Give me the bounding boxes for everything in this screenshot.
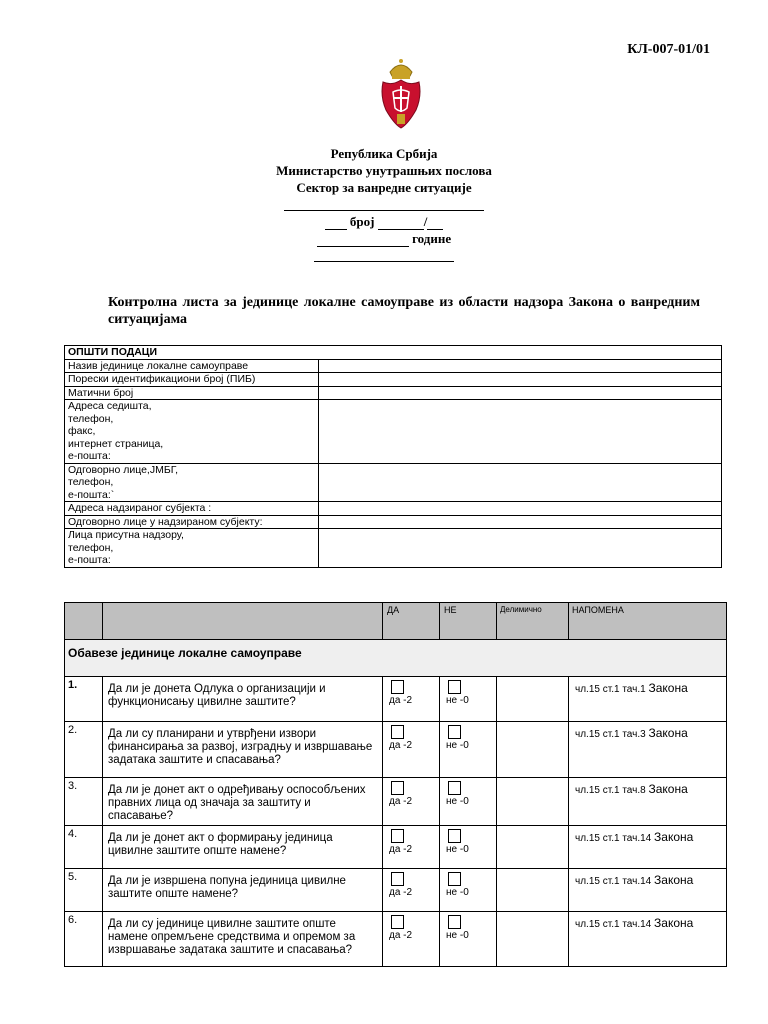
- no-checkbox[interactable]: [448, 680, 461, 694]
- general-label: Порески идентификациони број (ПИБ): [65, 373, 319, 387]
- no-label: не -0: [446, 695, 469, 706]
- yes-checkbox[interactable]: [391, 915, 404, 929]
- general-label: Лица присутна надзору, телефон, е-пошта:: [65, 529, 319, 568]
- yes-checkbox[interactable]: [391, 680, 404, 694]
- general-value-field[interactable]: [319, 359, 722, 373]
- note-cell: [569, 778, 727, 826]
- law-reference: чл.15 ст.1 тач.14: [575, 876, 652, 887]
- yes-label: да -2: [389, 887, 413, 898]
- note-cell: [569, 912, 727, 967]
- col-yes: ДА: [383, 603, 440, 640]
- yes-cell: [383, 912, 440, 967]
- no-checkbox[interactable]: [448, 872, 461, 886]
- section-title: Обавезе јединице локалне самоуправе: [65, 640, 727, 677]
- law-name: Закона: [654, 830, 694, 844]
- no-cell: [440, 677, 497, 722]
- col-partial: Делимично: [497, 603, 569, 640]
- item-question: Да ли су планирани и утврђени извори финансирања за развој, изградњу и извршавање задатака заштите и спасавања?: [103, 722, 383, 778]
- yes-checkbox[interactable]: [391, 829, 404, 843]
- item-number: 4.: [65, 826, 103, 869]
- yes-checkbox[interactable]: [391, 872, 404, 886]
- col-note: НАПОМЕНА: [569, 603, 727, 640]
- yes-label: да -2: [389, 844, 413, 855]
- law-name: Закона: [654, 916, 694, 930]
- general-label: Адреса надзираног субјекта :: [65, 502, 319, 516]
- no-checkbox[interactable]: [448, 725, 461, 739]
- law-reference: чл.15 ст.1 тач.14: [575, 833, 652, 844]
- godine-line: [0, 231, 768, 247]
- item-question: Да ли је донет акт о формирању јединица цивилне заштите опште намене?: [103, 826, 383, 869]
- no-label: не -0: [446, 930, 469, 941]
- general-data-table: [64, 345, 722, 568]
- yes-cell: [383, 826, 440, 869]
- yes-checkbox[interactable]: [391, 725, 404, 739]
- general-label: Матични број: [65, 386, 319, 400]
- note-cell: [569, 677, 727, 722]
- broj-line: [0, 214, 768, 230]
- partial-cell[interactable]: [497, 912, 569, 967]
- item-question: Да ли су јединице цивилне заштите опште намене опремљене средствима и опремом за извршавање задатака заштите и спасавања?: [103, 912, 383, 967]
- no-cell: [440, 869, 497, 912]
- checklist-title: Контролна листа за јединице локалне самоуправе из области надзора Закона о ванредним ситуацијама: [108, 295, 700, 327]
- yes-cell: [383, 778, 440, 826]
- checklist-row: [65, 677, 727, 722]
- note-cell: [569, 722, 727, 778]
- checklist-row: [65, 912, 727, 967]
- no-cell: [440, 826, 497, 869]
- general-value-field[interactable]: [319, 463, 722, 502]
- general-value-field[interactable]: [319, 373, 722, 387]
- yes-label: да -2: [389, 740, 413, 751]
- yes-cell: [383, 722, 440, 778]
- partial-cell[interactable]: [497, 778, 569, 826]
- partial-cell[interactable]: [497, 677, 569, 722]
- no-label: не -0: [446, 844, 469, 855]
- law-reference: чл.15 ст.1 тач.14: [575, 919, 652, 930]
- law-reference: чл.15 ст.1 тач.3: [575, 729, 646, 740]
- yes-label: да -2: [389, 930, 413, 941]
- item-number: 5.: [65, 869, 103, 912]
- coat-of-arms-icon: [380, 56, 422, 132]
- checklist-row: [65, 778, 727, 826]
- partial-cell[interactable]: [497, 826, 569, 869]
- no-cell: [440, 722, 497, 778]
- checklist-table: [64, 602, 727, 967]
- partial-cell[interactable]: [497, 869, 569, 912]
- general-value-field[interactable]: [319, 400, 722, 464]
- general-value-field[interactable]: [319, 515, 722, 529]
- yes-label: да -2: [389, 796, 413, 807]
- checklist-row: [65, 869, 727, 912]
- no-label: не -0: [446, 740, 469, 751]
- yes-cell: [383, 869, 440, 912]
- no-checkbox[interactable]: [448, 915, 461, 929]
- item-number: 3.: [65, 778, 103, 826]
- item-number: 1.: [65, 677, 103, 722]
- general-value-field[interactable]: [319, 502, 722, 516]
- law-name: Закона: [654, 873, 694, 887]
- blank-line-2: [0, 246, 768, 262]
- section-row: [65, 640, 727, 677]
- item-number: 2.: [65, 722, 103, 778]
- law-name: Закона: [648, 681, 688, 695]
- godine-label: године: [412, 231, 452, 246]
- yes-cell: [383, 677, 440, 722]
- no-label: не -0: [446, 796, 469, 807]
- general-value-field[interactable]: [319, 386, 722, 400]
- document-code: КЛ-007-01/01: [627, 42, 710, 57]
- note-cell: [569, 869, 727, 912]
- broj-label: број: [349, 214, 375, 229]
- note-cell: [569, 826, 727, 869]
- blank-line-1: [0, 195, 768, 211]
- header-sector: Сектор за ванредне ситуације: [296, 180, 472, 195]
- general-label: Адреса седишта, телефон, факс, интернет страница, е-пошта:: [65, 400, 319, 464]
- header-republic: Република Србија: [330, 146, 438, 161]
- law-name: Закона: [648, 726, 688, 740]
- item-number: 6.: [65, 912, 103, 967]
- yes-checkbox[interactable]: [391, 781, 404, 795]
- general-header: ОПШТИ ПОДАЦИ: [65, 346, 722, 360]
- item-question: Да ли је донет акт о одређивању оспособљених правних лица од значаја за заштиту и спасавање?: [103, 778, 383, 826]
- no-cell: [440, 778, 497, 826]
- slash: /: [423, 214, 428, 229]
- no-cell: [440, 912, 497, 967]
- general-value-field[interactable]: [319, 529, 722, 568]
- checklist-row: [65, 826, 727, 869]
- no-label: не -0: [446, 887, 469, 898]
- partial-cell[interactable]: [497, 722, 569, 778]
- no-checkbox[interactable]: [448, 829, 461, 843]
- no-checkbox[interactable]: [448, 781, 461, 795]
- general-label: Одговорно лице,ЈМБГ, телефон, е-пошта:`: [65, 463, 319, 502]
- header-ministry: Министарство унутрашњих послова: [276, 163, 492, 178]
- item-question: Да ли је донета Одлука о организацији и функционисању цивилне заштите?: [103, 677, 383, 722]
- general-label: Назив јединице локалне самоуправе: [65, 359, 319, 373]
- col-no: НЕ: [440, 603, 497, 640]
- general-label: Одговорно лице у надзираном субјекту:: [65, 515, 319, 529]
- law-name: Закона: [648, 782, 688, 796]
- yes-label: да -2: [389, 695, 413, 706]
- law-reference: чл.15 ст.1 тач.8: [575, 785, 646, 796]
- checklist-header-row: [65, 603, 727, 640]
- item-question: Да ли је извршена попуна јединица цивилне заштите опште намене?: [103, 869, 383, 912]
- law-reference: чл.15 ст.1 тач.1: [575, 684, 646, 695]
- checklist-row: [65, 722, 727, 778]
